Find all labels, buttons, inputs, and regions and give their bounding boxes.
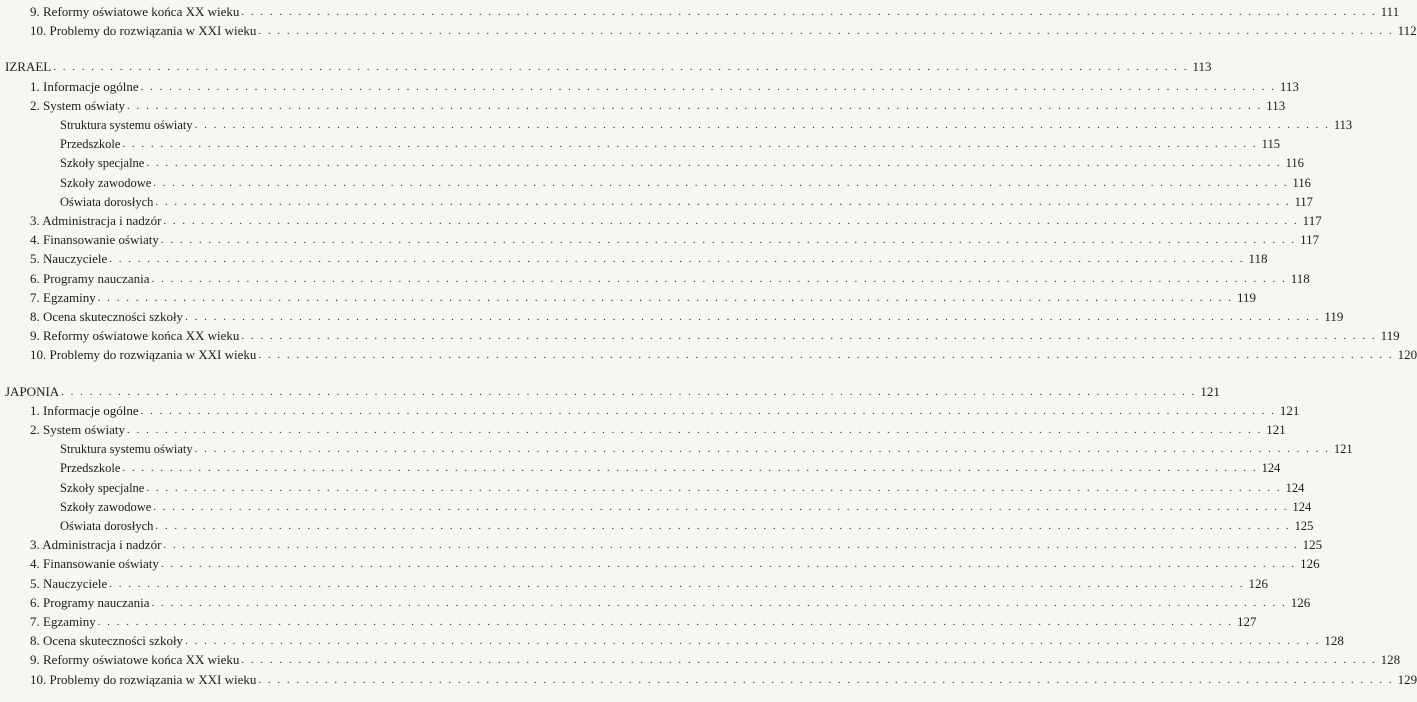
dot-leader: . . . . . . . . . . . . . . . . . . . . . . . . . . . . . . . . . . . . . . . . . . . . . . . . . . . . . . . . . . . . . . . . . . . . . . . . . . . . . . . . . . . . . . . . . . . . . . . . . . . . . . . . . . . . . . . . . . . . . . . . (153, 500, 1289, 513)
toc-subentry (60, 497, 1312, 515)
toc-page-number: 128 (1324, 633, 1344, 649)
toc-entry-title: 8. Ocena skuteczności szkoły (30, 633, 184, 649)
dot-leader: . . . . . . . . . . . . . . . . . . . . . . . . . . . . . . . . . . . . . . . . . . . . . . . . . . . . . . . . . . . . . . . . . . . . . . . . . . . . . . . . . . . . . . . . . . . . . . . . . . . . . . . . . . . . . . . . . . . . . . . . (151, 596, 1287, 609)
toc-entry-title: Szkoły specjalne (60, 480, 145, 495)
toc-subentry (60, 134, 1280, 152)
toc-entry-title: 6. Programy nauczania (30, 594, 150, 610)
toc-entry (30, 401, 1300, 419)
toc-entry-title: 4. Finansowanie oświaty (30, 556, 159, 572)
dot-leader: . . . . . . . . . . . . . . . . . . . . . . . . . . . . . . . . . . . . . . . . . . . . . . . . . . . . . . . . . . . . . . . . . . . . . . . . . . . . . . . . . . . . . . . . . . . . . . . . . . . . . . . . . . . . . . . . . . . . . . . . (258, 349, 1394, 362)
toc-entry (30, 211, 1322, 229)
toc-entry (30, 96, 1286, 114)
toc-entry-title: 7. Egzaminy (30, 289, 96, 305)
toc-page-number: 118 (1290, 270, 1310, 286)
toc-entry-title: Przedszkole (60, 137, 121, 152)
toc-entry (30, 345, 1417, 363)
toc-subentry (60, 173, 1311, 191)
toc-page-number: 116 (1292, 175, 1311, 190)
dot-leader: . . . . . . . . . . . . . . . . . . . . . . . . . . . . . . . . . . . . . . . . . . . . . . . . . . . . . . . . . . . . . . . . . . . . . . . . . . . . . . . . . . . . . . . . . . . . . . . . . . . . . . . . . . . . . . . . . . . . . . . . (194, 119, 1330, 131)
toc-entry (30, 535, 1323, 553)
toc-entry-title: JAPONIA (5, 383, 60, 399)
dot-leader: . . . . . . . . . . . . . . . . . . . . . . . . . . . . . . . . . . . . . . . . . . . . . . . . . . . . . . . . . . . . . . . . . . . . . . . . . . . . . . . . . . . . . . . . . . . . . . . . . . . . . . . . . . . . . . . . . . . . . . . . (53, 61, 1189, 74)
toc-entry-title: 9. Reformy oświatowe końca XX wieku (30, 652, 240, 668)
toc-page-number: 126 (1248, 575, 1268, 591)
toc-entry-title: 1. Informacje ogólne (30, 78, 139, 94)
dot-leader: . . . . . . . . . . . . . . . . . . . . . . . . . . . . . . . . . . . . . . . . . . . . . . . . . . . . . . . . . . . . . . . . . . . . . . . . . . . . . . . . . . . . . . . . . . . . . . . . . . . . . . . . . . . . . . . . . . . . . . . . (146, 481, 1282, 494)
toc-entry (30, 612, 1257, 630)
dot-leader: . . . . . . . . . . . . . . . . . . . . . . . . . . . . . . . . . . . . . . . . . . . . . . . . . . . . . . . . . . . . . . . . . . . . . . . . . . . . . . . . . . . . . . . . . . . . . . . . . . . . . . . . . . . . . . . . . . . . . . . . (241, 654, 1377, 667)
toc-entry (30, 2, 1400, 20)
toc-page-number: 119 (1236, 289, 1256, 305)
toc-page-number: 121 (1333, 442, 1353, 457)
toc-entry-title: 4. Finansowanie oświaty (30, 232, 159, 248)
toc-page-number: 113 (1279, 78, 1299, 94)
dot-leader: . . . . . . . . . . . . . . . . . . . . . . . . . . . . . . . . . . . . . . . . . . . . . . . . . . . . . . . . . . . . . . . . . . . . . . . . . . . . . . . . . . . . . . . . . . . . . . . . . . . . . . . . . . . . . . . . . . . . . . . . (160, 558, 1297, 571)
dot-leader: . . . . . . . . . . . . . . . . . . . . . . . . . . . . . . . . . . . . . . . . . . . . . . . . . . . . . . . . . . . . . . . . . . . . . . . . . . . . . . . . . . . . . . . . . . . . . . . . . . . . . . . . . . . . . . . . . . . . . . . . (140, 80, 1276, 93)
toc-page-number: 115 (1261, 137, 1280, 152)
dot-leader: . . . . . . . . . . . . . . . . . . . . . . . . . . . . . . . . . . . . . . . . . . . . . . . . . . . . . . . . . . . . . . . . . . . . . . . . . . . . . . . . . . . . . . . . . . . . . . . . . . . . . . . . . . . . . . . . . . . . . . . . (258, 25, 1394, 38)
toc-entry-title: 8. Ocena skuteczności szkoły (30, 309, 184, 324)
toc-page-number: 121 (1279, 402, 1300, 418)
toc-page-number: 126 (1290, 594, 1311, 610)
dot-leader: . . . . . . . . . . . . . . . . . . . . . . . . . . . . . . . . . . . . . . . . . . . . . . . . . . . . . . . . . . . . . . . . . . . . . . . . . . . . . . . . . . . . . . . . . . . . . . . . . . . . . . . . . . . . . . . . . . . . . . . . (97, 616, 1233, 628)
toc-entry (30, 21, 1417, 39)
dot-leader: . . . . . . . . . . . . . . . . . . . . . . . . . . . . . . . . . . . . . . . . . . . . . . . . . . . . . . . . . . . . . . . . . . . . . . . . . . . . . . . . . . . . . . . . . . . . . . . . . . . . . . . . . . . . . . . . . . . . . . . . (185, 311, 1321, 323)
dot-leader: . . . . . . . . . . . . . . . . . . . . . . . . . . . . . . . . . . . . . . . . . . . . . . . . . . . . . . . . . . . . . . . . . . . . . . . . . . . . . . . . . . . . . . . . . . . . . . . . . . . . . . . . . . . . . . . . . . . . . . . . (122, 138, 1258, 151)
toc-entry (30, 307, 1344, 325)
dot-leader: . . . . . . . . . . . . . . . . . . . . . . . . . . . . . . . . . . . . . . . . . . . . . . . . . . . . . . . . . . . . . . . . . . . . . . . . . . . . . . . . . . . . . . . . . . . . . . . . . . . . . . . . . . . . . . . . . . . . . . . . (258, 673, 1394, 686)
dot-leader: . . . . . . . . . . . . . . . . . . . . . . . . . . . . . . . . . . . . . . . . . . . . . . . . . . . . . . . . . . . . . . . . . . . . . . . . . . . . . . . . . . . . . . . . . . . . . . . . . . . . . . . . . . . . . . . . . . . . . . . . (146, 157, 1282, 170)
toc-entry (30, 77, 1299, 95)
toc-page-number: 124 (1261, 461, 1281, 476)
toc-entry-title: 1. Informacje ogólne (30, 402, 139, 418)
toc-page-number: 117 (1302, 213, 1322, 228)
toc-entry-title: Przedszkole (60, 461, 121, 476)
dot-leader: . . . . . . . . . . . . . . . . . . . . . . . . . . . . . . . . . . . . . . . . . . . . . . . . . . . . . . . . . . . . . . . . . . . . . . . . . . . . . . . . . . . . . . . . . . . . . . . . . . . . . . . . . . . . . . . . . . . . . . . . (153, 176, 1289, 189)
dot-leader: . . . . . . . . . . . . . . . . . . . . . . . . . . . . . . . . . . . . . . . . . . . . . . . . . . . . . . . . . . . . . . . . . . . . . . . . . . . . . . . . . . . . . . . . . . . . . . . . . . . . . . . . . . . . . . . . . . . . . . . . (126, 99, 1263, 112)
toc-entry-title: 10. Problemy do rozwiązania w XXI wieku (30, 671, 257, 687)
toc-entry-title: 5. Nauczyciele (30, 575, 108, 591)
toc-page-number: 113 (1192, 59, 1212, 75)
toc-page-number: 124 (1292, 499, 1312, 514)
toc-page-number: 117 (1300, 232, 1320, 248)
toc-page-number: 125 (1294, 519, 1314, 533)
toc-entry-title: Struktura systemu oświaty (60, 442, 193, 457)
toc-subentry (60, 516, 1314, 534)
toc-entry-title: 9. Reformy oświatowe końca XX wieku (30, 328, 240, 344)
country-heading (5, 382, 1220, 400)
toc-entry (30, 230, 1320, 248)
toc-entry-title: 5. Nauczyciele (30, 251, 108, 267)
toc-page-number: 117 (1294, 194, 1313, 209)
dot-leader: . . . . . . . . . . . . . . . . . . . . . . . . . . . . . . . . . . . . . . . . . . . . . . . . . . . . . . . . . . . . . . . . . . . . . . . . . . . . . . . . . . . . . . . . . . . . . . . . . . . . . . . . . . . . . . . . . . . . . . . . (163, 215, 1299, 227)
toc-entry (30, 631, 1344, 649)
dot-leader: . . . . . . . . . . . . . . . . . . . . . . . . . . . . . . . . . . . . . . . . . . . . . . . . . . . . . . . . . . . . . . . . . . . . . . . . . . . . . . . . . . . . . . . . . . . . . . . . . . . . . . . . . . . . . . . . . . . . . . . . (155, 195, 1291, 208)
dot-leader: . . . . . . . . . . . . . . . . . . . . . . . . . . . . . . . . . . . . . . . . . . . . . . . . . . . . . . . . . . . . . . . . . . . . . . . . . . . . . . . . . . . . . . . . . . . . . . . . . . . . . . . . . . . . . . . . . . . . . . . . (109, 253, 1245, 266)
toc-entry (30, 326, 1400, 344)
toc-entry (30, 288, 1256, 306)
toc-page-number: 116 (1285, 156, 1304, 171)
toc-page-number: 113 (1333, 118, 1353, 132)
toc-page-number: 124 (1285, 480, 1305, 495)
toc-entry-title: Oświata dorosłych (60, 194, 154, 209)
toc-page-number: 113 (1266, 97, 1286, 113)
toc-entry-title: Szkoły specjalne (60, 156, 145, 171)
toc-page-number: 111 (1380, 4, 1400, 19)
toc-page-number: 121 (1266, 422, 1286, 437)
toc-entry-title: 7. Egzaminy (30, 614, 96, 629)
toc-entry-title: 2. System oświaty (30, 422, 125, 437)
toc-subentry (60, 458, 1281, 476)
dot-leader: . . . . . . . . . . . . . . . . . . . . . . . . . . . . . . . . . . . . . . . . . . . . . . . . . . . . . . . . . . . . . . . . . . . . . . . . . . . . . . . . . . . . . . . . . . . . . . . . . . . . . . . . . . . . . . . . . . . . . . . . (97, 291, 1233, 304)
toc-entry-title: Oświata dorosłych (60, 519, 154, 533)
dot-leader: . . . . . . . . . . . . . . . . . . . . . . . . . . . . . . . . . . . . . . . . . . . . . . . . . . . . . . . . . . . . . . . . . . . . . . . . . . . . . . . . . . . . . . . . . . . . . . . . . . . . . . . . . . . . . . . . . . . . . . . . (160, 234, 1297, 247)
toc-entry-title: 2. System oświaty (30, 97, 125, 113)
toc-entry-title: Szkoły zawodowe (60, 175, 152, 190)
dot-leader: . . . . . . . . . . . . . . . . . . . . . . . . . . . . . . . . . . . . . . . . . . . . . . . . . . . . . . . . . . . . . . . . . . . . . . . . . . . . . . . . . . . . . . . . . . . . . . . . . . . . . . . . . . . . . . . . . . . . . . . . (185, 635, 1321, 648)
toc-page-number: 119 (1380, 328, 1400, 344)
toc-entry-title: 6. Programy nauczania (30, 270, 150, 286)
dot-leader: . . . . . . . . . . . . . . . . . . . . . . . . . . . . . . . . . . . . . . . . . . . . . . . . . . . . . . . . . . . . . . . . . . . . . . . . . . . . . . . . . . . . . . . . . . . . . . . . . . . . . . . . . . . . . . . . . . . . . . . . (163, 539, 1299, 552)
toc-subentry (60, 153, 1304, 171)
toc-entry (30, 574, 1268, 592)
dot-leader: . . . . . . . . . . . . . . . . . . . . . . . . . . . . . . . . . . . . . . . . . . . . . . . . . . . . . . . . . . . . . . . . . . . . . . . . . . . . . . . . . . . . . . . . . . . . . . . . . . . . . . . . . . . . . . . . . . . . . . . . (61, 385, 1197, 398)
toc-entry-title: 10. Problemy do rozwiązania w XXI wieku (30, 23, 257, 39)
toc-entry (30, 249, 1268, 267)
toc-page-number: 128 (1380, 652, 1401, 668)
toc-entry-title: 3. Administracja i nadzór (30, 537, 162, 553)
toc-entry (30, 269, 1310, 287)
toc-page-number: 118 (1248, 251, 1268, 267)
toc-entry-title: Struktura systemu oświaty (60, 118, 193, 132)
dot-leader: . . . . . . . . . . . . . . . . . . . . . . . . . . . . . . . . . . . . . . . . . . . . . . . . . . . . . . . . . . . . . . . . . . . . . . . . . . . . . . . . . . . . . . . . . . . . . . . . . . . . . . . . . . . . . . . . . . . . . . . . (194, 443, 1330, 456)
toc-page-number: 127 (1236, 614, 1257, 629)
toc-entry-title: 3. Administracja i nadzór (30, 213, 162, 228)
toc-entry-title: 10. Problemy do rozwiązania w XXI wieku (30, 347, 257, 363)
toc-subentry (60, 478, 1305, 496)
toc-page-number: 112 (1397, 23, 1417, 39)
toc-page-number: 126 (1300, 556, 1320, 572)
toc-entry-title: IZRAEL (5, 59, 52, 75)
toc-page-number: 121 (1200, 383, 1220, 399)
dot-leader: . . . . . . . . . . . . . . . . . . . . . . . . . . . . . . . . . . . . . . . . . . . . . . . . . . . . . . . . . . . . . . . . . . . . . . . . . . . . . . . . . . . . . . . . . . . . . . . . . . . . . . . . . . . . . . . . . . . . . . . . (140, 404, 1276, 417)
dot-leader: . . . . . . . . . . . . . . . . . . . . . . . . . . . . . . . . . . . . . . . . . . . . . . . . . . . . . . . . . . . . . . . . . . . . . . . . . . . . . . . . . . . . . . . . . . . . . . . . . . . . . . . . . . . . . . . . . . . . . . . . (241, 6, 1377, 18)
toc-page-number: 129 (1397, 671, 1417, 687)
toc-entry (30, 554, 1320, 572)
toc-subentry (60, 439, 1353, 457)
toc-page-number: 120 (1397, 347, 1417, 363)
toc-page-number: 125 (1302, 537, 1323, 553)
country-heading (5, 57, 1212, 75)
toc-entry (30, 593, 1311, 611)
dot-leader: . . . . . . . . . . . . . . . . . . . . . . . . . . . . . . . . . . . . . . . . . . . . . . . . . . . . . . . . . . . . . . . . . . . . . . . . . . . . . . . . . . . . . . . . . . . . . . . . . . . . . . . . . . . . . . . . . . . . . . . . (126, 424, 1263, 436)
toc-entry (30, 650, 1401, 668)
toc-entry-title: Szkoły zawodowe (60, 499, 152, 514)
toc-subentry (60, 115, 1353, 133)
dot-leader: . . . . . . . . . . . . . . . . . . . . . . . . . . . . . . . . . . . . . . . . . . . . . . . . . . . . . . . . . . . . . . . . . . . . . . . . . . . . . . . . . . . . . . . . . . . . . . . . . . . . . . . . . . . . . . . . . . . . . . . . (155, 520, 1291, 532)
dot-leader: . . . . . . . . . . . . . . . . . . . . . . . . . . . . . . . . . . . . . . . . . . . . . . . . . . . . . . . . . . . . . . . . . . . . . . . . . . . . . . . . . . . . . . . . . . . . . . . . . . . . . . . . . . . . . . . . . . . . . . . . (151, 272, 1287, 285)
dot-leader: . . . . . . . . . . . . . . . . . . . . . . . . . . . . . . . . . . . . . . . . . . . . . . . . . . . . . . . . . . . . . . . . . . . . . . . . . . . . . . . . . . . . . . . . . . . . . . . . . . . . . . . . . . . . . . . . . . . . . . . . (241, 330, 1377, 343)
toc-entry (30, 420, 1286, 438)
dot-leader: . . . . . . . . . . . . . . . . . . . . . . . . . . . . . . . . . . . . . . . . . . . . . . . . . . . . . . . . . . . . . . . . . . . . . . . . . . . . . . . . . . . . . . . . . . . . . . . . . . . . . . . . . . . . . . . . . . . . . . . . (109, 577, 1245, 590)
toc-entry-title: 9. Reformy oświatowe końca XX wieku (30, 4, 240, 19)
dot-leader: . . . . . . . . . . . . . . . . . . . . . . . . . . . . . . . . . . . . . . . . . . . . . . . . . . . . . . . . . . . . . . . . . . . . . . . . . . . . . . . . . . . . . . . . . . . . . . . . . . . . . . . . . . . . . . . . . . . . . . . . (122, 462, 1258, 475)
toc-page-number: 119 (1324, 309, 1344, 324)
toc-subentry (60, 192, 1313, 210)
toc-entry (30, 670, 1417, 688)
